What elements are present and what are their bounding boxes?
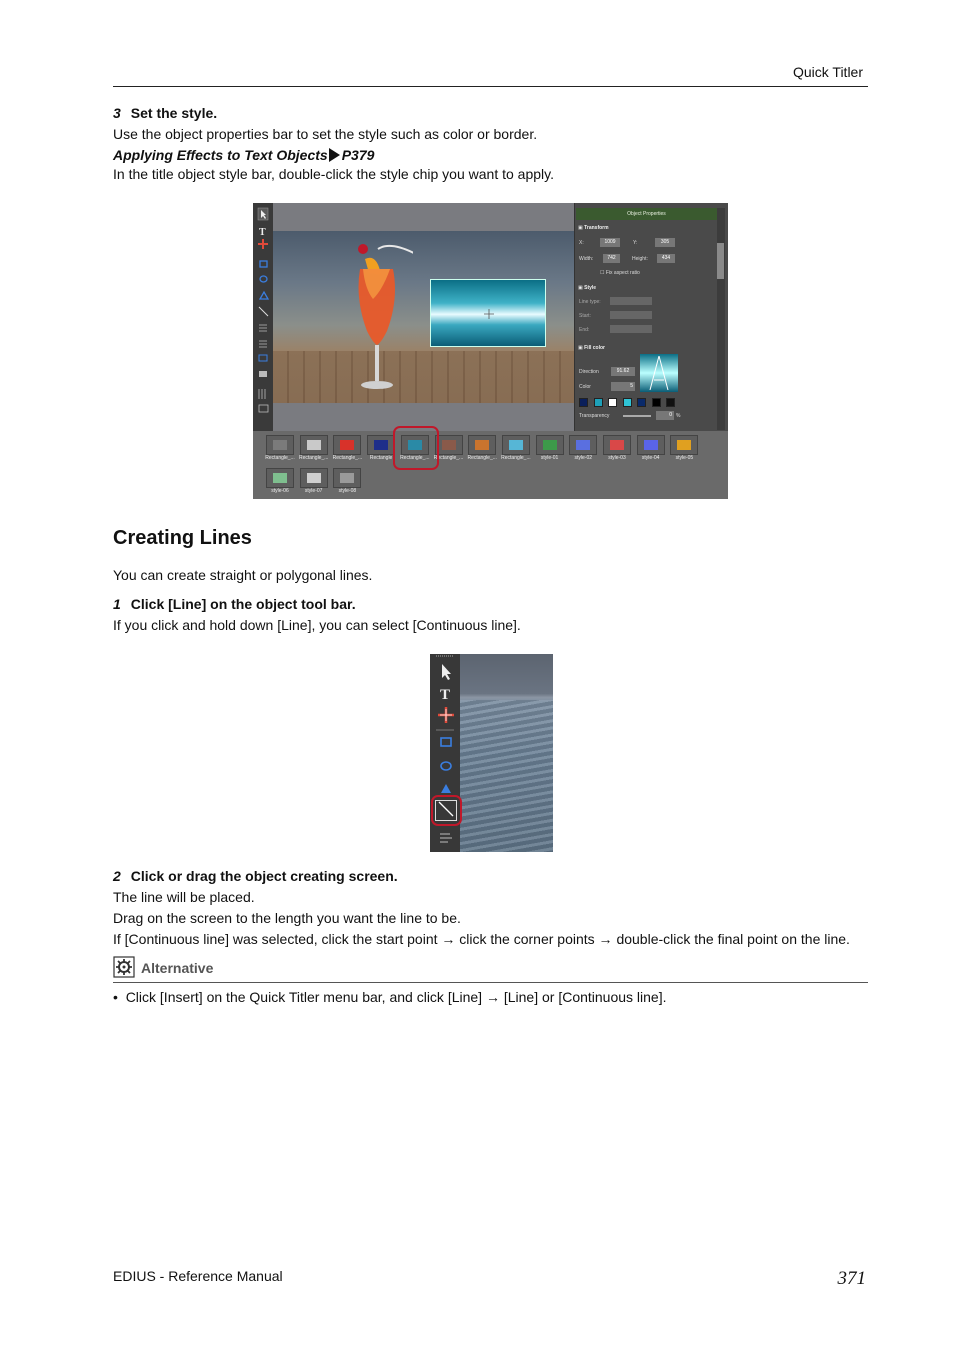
- scrollbar-thumb[interactable]: [717, 243, 724, 279]
- link-page[interactable]: P379: [341, 147, 375, 163]
- step-title: Click [Line] on the object tool bar.: [130, 596, 356, 612]
- style-chip-preview: [543, 440, 557, 450]
- running-header: Quick Titler: [792, 64, 863, 80]
- table-surface: [273, 351, 574, 403]
- color-swatch[interactable]: [666, 398, 675, 407]
- style-chip-preview: [442, 440, 456, 450]
- style-chip-preview: [475, 440, 489, 450]
- style-chip-swatch[interactable]: [266, 468, 294, 488]
- color-swatch[interactable]: [637, 398, 646, 407]
- color-swatch[interactable]: [594, 398, 603, 407]
- direction-label: Direction: [579, 369, 599, 375]
- style-chip-swatch[interactable]: [266, 435, 294, 455]
- style-chip-swatch[interactable]: [468, 435, 496, 455]
- style-chip-swatch[interactable]: [300, 435, 328, 455]
- selected-chip-highlight: [393, 426, 439, 470]
- aspect-checkbox[interactable]: ☐ Fix aspect ratio: [600, 270, 640, 276]
- start-select[interactable]: [610, 311, 652, 319]
- x-input[interactable]: 1009: [600, 238, 620, 247]
- step-number: 1: [113, 596, 121, 612]
- style-chip-label: Rectangle_...: [298, 455, 329, 461]
- style-chip-swatch[interactable]: [333, 468, 361, 488]
- style-chip[interactable]: [533, 435, 567, 461]
- style-chip-label: style-05: [675, 455, 694, 461]
- style-chip-swatch[interactable]: [603, 435, 631, 455]
- style-chip-swatch[interactable]: [536, 435, 564, 455]
- style-chip-label: style-08: [338, 488, 357, 494]
- style-chip[interactable]: [330, 468, 364, 494]
- style-chip-preview: [610, 440, 624, 450]
- step-number: 3: [113, 105, 121, 121]
- style-section[interactable]: ▣ Style: [578, 285, 597, 291]
- style-chip-preview: [374, 440, 388, 450]
- panel-scrollbar[interactable]: [717, 208, 725, 430]
- section-title: Creating Lines: [113, 527, 252, 549]
- step-2-line-3: If [Continuous line] was selected, click the start point → click the corner points → double-click the final point on the line.: [113, 931, 850, 947]
- style-chip-preview: [273, 440, 287, 450]
- step-2-line-1: The line will be placed.: [113, 889, 255, 905]
- transparency-input[interactable]: 0: [656, 411, 674, 420]
- page-number: 371: [837, 1268, 866, 1289]
- quick-titler-screenshot: [253, 203, 728, 499]
- style-chip-preview: [677, 440, 691, 450]
- style-chip-swatch[interactable]: [367, 435, 395, 455]
- style-chip-preview: [273, 473, 287, 483]
- percent-sign: %: [676, 413, 681, 419]
- style-chip-swatch[interactable]: [300, 468, 328, 488]
- header-rule: [113, 86, 868, 87]
- line-icon[interactable]: [435, 800, 457, 821]
- color-swatch[interactable]: [652, 398, 661, 407]
- color-count-input[interactable]: 5: [611, 382, 635, 391]
- alternative-label: Alternative: [141, 960, 214, 976]
- x-label: X:: [579, 240, 584, 246]
- transparency-label: Transparency: [579, 413, 610, 419]
- aspect-label: Fix aspect ratio: [605, 270, 640, 276]
- style-chip[interactable]: [330, 435, 364, 461]
- style-chip-label: Rectangle_...: [501, 455, 531, 461]
- step-title: Set the style.: [130, 105, 218, 121]
- width-label: Width:: [579, 256, 594, 262]
- step-3-heading: [113, 105, 217, 121]
- style-chip-label: style-06: [271, 488, 289, 494]
- alternative-gear-icon: [113, 956, 135, 978]
- style-chip-preview: [307, 473, 321, 483]
- direction-arrow-icon: [648, 356, 670, 390]
- style-chip[interactable]: [667, 435, 701, 461]
- style-chip-label: Rectangle: [369, 455, 393, 461]
- transform-section[interactable]: ▣ Transform: [578, 225, 609, 231]
- style-chip-swatch[interactable]: [333, 435, 361, 455]
- style-chip[interactable]: [297, 468, 331, 494]
- svg-text:T: T: [440, 687, 451, 703]
- alternative-rule: [113, 982, 868, 983]
- y-input[interactable]: 305: [655, 238, 675, 247]
- color-label: Color: [579, 384, 591, 390]
- bullet: •: [113, 989, 118, 1005]
- style-chip-label: Rectangle_...: [467, 455, 497, 461]
- style-chip-swatch[interactable]: [569, 435, 597, 455]
- style-chip[interactable]: [297, 435, 331, 461]
- style-chip-label: style-02: [574, 455, 593, 461]
- style-chip[interactable]: [263, 435, 297, 461]
- step-1-text: If you click and hold down [Line], you can select [Continuous line].: [113, 617, 521, 633]
- step-3-text-2: In the title object style bar, double-click the style chip you want to apply.: [113, 166, 554, 182]
- style-chip[interactable]: [600, 435, 634, 461]
- style-chip[interactable]: [499, 435, 533, 461]
- color-swatch[interactable]: [579, 398, 588, 407]
- style-chip-label: style-07: [304, 488, 323, 494]
- step-3-text: Use the object properties bar to set the style such as color or border.: [113, 126, 538, 142]
- end-select[interactable]: [610, 325, 652, 333]
- section-intro: You can create straight or polygonal lines.: [113, 567, 373, 583]
- color-swatch[interactable]: [608, 398, 617, 407]
- style-chip-preview: [509, 440, 523, 450]
- fill-section[interactable]: ▣ Fill color: [578, 345, 605, 351]
- alternative-item: [113, 989, 667, 1005]
- alternative-text: Click [Insert] on the Quick Titler menu bar, and click [Line] → [Line] or [Continuous line].: [125, 989, 667, 1005]
- transparency-slider[interactable]: [623, 415, 651, 417]
- style-chip-label: style-04: [641, 455, 660, 461]
- direction-input[interactable]: 91.62: [611, 367, 635, 376]
- height-label: Height:: [632, 256, 648, 262]
- style-chip-preview: [307, 440, 321, 450]
- style-chip-label: style-01: [540, 455, 559, 461]
- style-chip-swatch[interactable]: [502, 435, 530, 455]
- style-chip-label: Rectangle_...: [265, 455, 295, 461]
- toolbar-icons: [253, 203, 273, 431]
- footer-manual-title: EDIUS - Reference Manual: [113, 1268, 283, 1284]
- style-chip-preview: [576, 440, 590, 450]
- fill-label: Fill color: [584, 345, 605, 351]
- style-chip-label: style-03: [608, 455, 626, 461]
- end-label: End:: [579, 327, 590, 333]
- height-input[interactable]: 434: [657, 254, 675, 263]
- photo-texture: [460, 700, 553, 852]
- style-chip[interactable]: [263, 468, 297, 494]
- crosshair-icon: [484, 309, 494, 319]
- link-text[interactable]: Applying Effects to Text Objects: [113, 147, 328, 163]
- style-chip-preview: [340, 440, 354, 450]
- line-type-label: Line type:: [579, 299, 601, 305]
- style-chip-label: Rectangle_...: [332, 455, 363, 461]
- page-arrow-icon: [329, 148, 340, 162]
- step-1-heading: [113, 596, 356, 612]
- style-chip-swatch[interactable]: [670, 435, 698, 455]
- panel-title: Object Properties: [576, 208, 717, 220]
- style-chip[interactable]: [465, 435, 499, 461]
- cocktail-glass: [343, 239, 413, 399]
- start-label: Start:: [579, 313, 591, 319]
- width-input[interactable]: 742: [603, 254, 620, 263]
- y-label: Y:: [633, 240, 638, 246]
- style-chip-swatch[interactable]: [637, 435, 665, 455]
- object-toolbar-screenshot: [430, 654, 553, 852]
- style-chip-label: Rectangle_...: [400, 455, 430, 461]
- line-type-select[interactable]: [610, 297, 652, 305]
- style-chip-preview: [340, 473, 354, 483]
- transform-label: Transform: [584, 225, 609, 231]
- style-chip[interactable]: [634, 435, 668, 461]
- style-chip-preview: [644, 440, 658, 450]
- style-chip[interactable]: [566, 435, 600, 461]
- step-title: Click or drag the object creating screen.: [130, 868, 398, 884]
- style-chip-label: Rectangle_...: [433, 455, 464, 461]
- step-2-line-2: Drag on the screen to the length you want the line to be.: [113, 910, 461, 926]
- cross-reference-link[interactable]: [113, 147, 374, 163]
- svg-text:T: T: [259, 227, 266, 238]
- color-swatch[interactable]: [623, 398, 632, 407]
- style-label: Style: [584, 285, 597, 291]
- step-2-heading: [113, 868, 398, 884]
- step-number: 2: [113, 868, 121, 884]
